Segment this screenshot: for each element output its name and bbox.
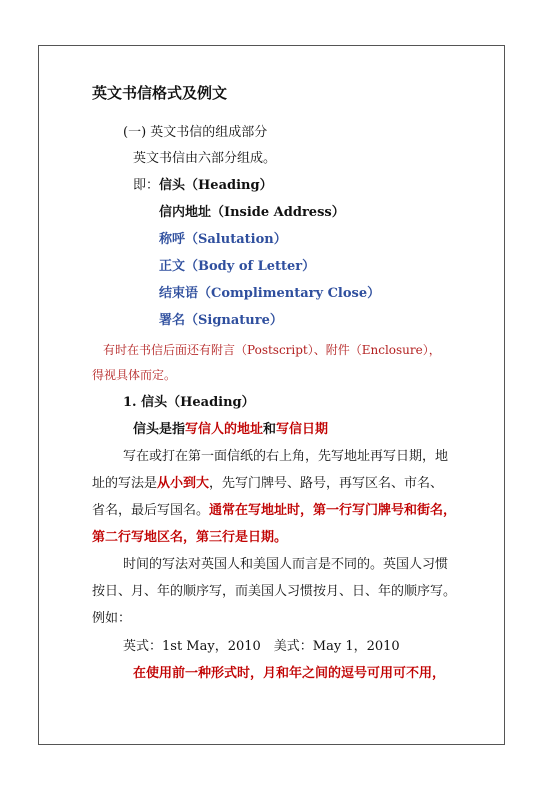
para1-line-1: 写在或打在第一面信纸的右上角，先写地址再写日期，地 [123, 449, 449, 464]
para2-line-1: 时间的写法对英国人和美国人而言是不同的。英国人习惯 [123, 557, 449, 572]
date-example: 英式：1st May，2010 美式：May 1，2010 [123, 639, 400, 654]
parts-item-salutation: 称呼（Salutation） [159, 232, 287, 247]
last-note: 在使用前一种形式时，月和年之间的逗号可用可不用， [133, 666, 446, 681]
document-page [38, 45, 505, 745]
parts-item-label: 信头（Heading） [159, 178, 273, 193]
para1-highlight: 从小到大 [157, 476, 210, 491]
para1-line-4: 第二行写地区名，第三行是日期。 [92, 530, 288, 545]
parts-prefix: 即： [133, 178, 160, 193]
definition-highlight: 写信人的地址 [185, 422, 264, 437]
document-title: 英文书信格式及例文 [92, 84, 228, 102]
para2-line-2: 按日、月、年的顺序写，而美国人习惯按月、日、年的顺序写。 [92, 584, 457, 599]
para1-line-3 [92, 502, 456, 520]
para1-text: 省名，最后写国名。 [92, 503, 210, 518]
para1-line-2 [92, 475, 443, 493]
parts-item-complimentary-close: 结束语（Complimentary Close） [159, 286, 381, 301]
definition-line [133, 421, 328, 439]
definition-part: 信头是指 [133, 422, 186, 437]
parts-item-heading [133, 177, 273, 195]
sub-heading: 1. 信头（Heading） [123, 395, 255, 410]
para1-highlight: 通常在写地址时，第一行写门牌号和街名， [209, 503, 457, 518]
definition-highlight: 写信日期 [276, 422, 329, 437]
parts-item-inside-address: 信内地址（Inside Address） [159, 205, 345, 220]
note-line-1: 有时在书信后面还有附言（Postscript）、附件（Enclosure）， [103, 343, 441, 357]
para2-line-3: 例如： [92, 611, 132, 626]
parts-item-body: 正文（Body of Letter） [159, 259, 316, 274]
para1-text: 址的写法是 [92, 476, 158, 491]
note-line-2: 得视具体而定。 [92, 368, 177, 382]
para1-text: ，先写门牌号、路号，再写区名、市名、 [209, 476, 444, 491]
definition-part: 和 [263, 422, 277, 437]
intro-text: 英文书信由六部分组成。 [133, 151, 277, 166]
parts-item-signature: 署名（Signature） [159, 313, 283, 328]
section-heading: (一) 英文书信的组成部分 [123, 125, 268, 140]
